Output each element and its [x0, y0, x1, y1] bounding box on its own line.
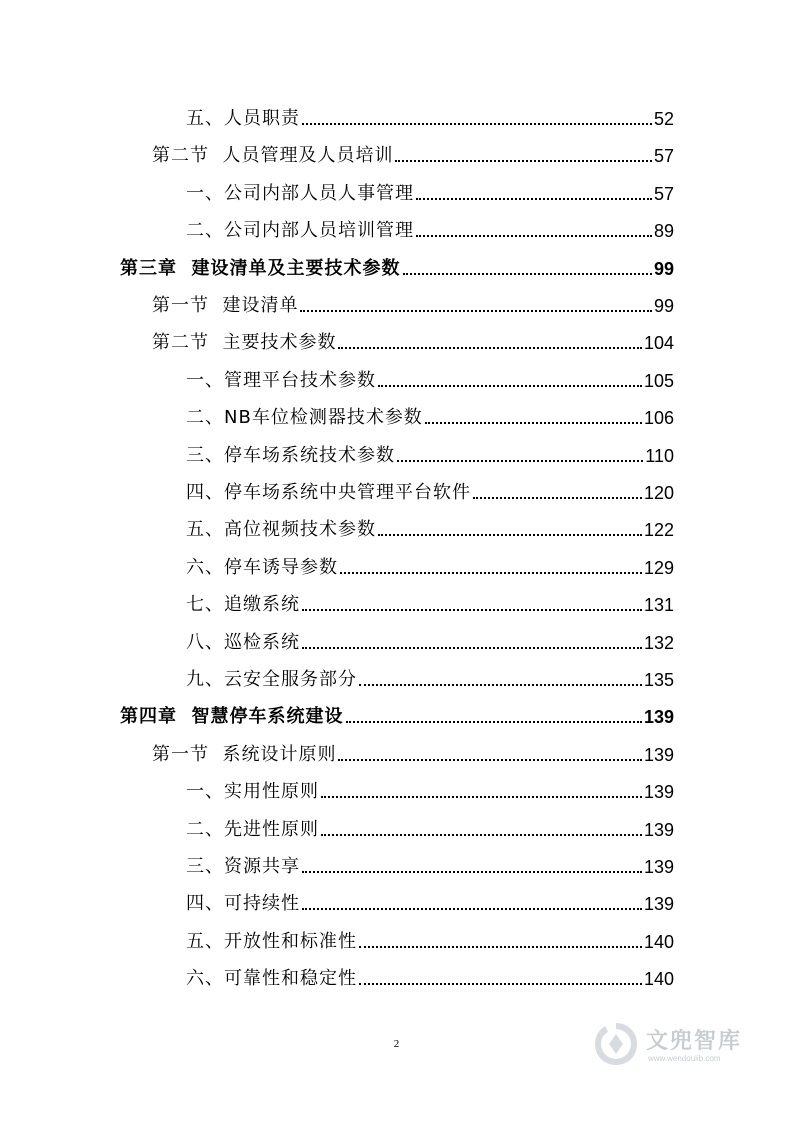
toc-entry[interactable] [186, 923, 674, 953]
toc-entry[interactable] [186, 586, 674, 616]
toc-entry[interactable] [152, 736, 674, 766]
toc-entry-label: 二、先进性原则 [186, 818, 319, 840]
toc-entry[interactable] [186, 212, 674, 242]
toc-entry-label: 一、实用性原则 [186, 781, 319, 803]
page-number: 2 [393, 1038, 400, 1050]
toc-entry-page: 99 [653, 258, 674, 279]
toc-entry-page: 140 [643, 931, 674, 952]
toc-entry-label: 八、巡检系统 [186, 631, 300, 653]
toc-entry[interactable] [186, 100, 674, 130]
toc-entry[interactable] [186, 362, 674, 392]
toc-entry-label: 第一节 系统设计原则 [152, 743, 337, 765]
toc-entry-page: 129 [643, 557, 674, 578]
watermark-title: 文兜智库 [646, 1029, 743, 1054]
toc-entry[interactable] [186, 885, 674, 915]
toc-entry-label: 第三章 建设清单及主要技术参数 [120, 257, 401, 279]
toc-entry-page: 57 [653, 183, 674, 204]
toc-entry-label: 五、高位视频技术参数 [186, 519, 376, 541]
toc-leader-dots [395, 160, 652, 162]
toc-entry[interactable] [186, 661, 674, 691]
toc-leader-dots [403, 273, 652, 275]
toc-entry[interactable] [186, 437, 674, 467]
toc-entry-page: 135 [643, 670, 674, 690]
toc-leader-dots [416, 235, 652, 237]
toc-entry-label: 第一节 建设清单 [152, 295, 299, 316]
toc-leader-dots [321, 796, 642, 798]
toc-entry[interactable] [186, 624, 674, 654]
toc-entry-label: 九、云安全服务部分 [186, 669, 357, 690]
toc-entry-page: 120 [643, 483, 674, 503]
toc-entry-label: 六、可靠性和稳定性 [186, 968, 357, 990]
toc-entry-page: 139 [643, 894, 674, 915]
toc-entry-page: 105 [643, 370, 674, 391]
toc-entry[interactable] [186, 175, 674, 205]
toc-entry-label: 六、停车诱导参数 [186, 556, 338, 578]
toc-leader-dots [302, 609, 642, 611]
toc-entry-page: 139 [643, 857, 674, 877]
toc-leader-dots [425, 422, 642, 424]
toc-leader-dots [473, 497, 642, 499]
toc-entry-label: 第四章 智慧停车系统建设 [120, 706, 344, 728]
toc-entry-label: 一、管理平台技术参数 [186, 369, 376, 391]
toc-leader-dots [302, 871, 642, 873]
watermark-url: www.wendoulib.com [648, 1054, 721, 1063]
toc-entry-page: 139 [643, 819, 674, 840]
toc-entry-label: 第二节 主要技术参数 [152, 332, 337, 354]
toc-entry-label: 五、开放性和标准性 [186, 930, 357, 952]
toc-entry[interactable] [186, 511, 674, 541]
toc-entry-page: 140 [643, 969, 674, 990]
toc-leader-dots [302, 123, 652, 125]
toc-leader-dots [346, 721, 642, 723]
toc-entry-page: 139 [643, 744, 674, 765]
toc-leader-dots [302, 647, 642, 649]
toc-leader-dots [338, 759, 642, 761]
toc-leader-dots [300, 310, 652, 312]
toc-entry[interactable] [186, 474, 674, 504]
toc-entry[interactable] [186, 848, 674, 878]
toc-entry-page: 52 [653, 109, 674, 129]
toc-entry[interactable] [152, 324, 674, 354]
toc-entry-page: 131 [643, 595, 674, 616]
toc-leader-dots [359, 684, 642, 686]
toc-leader-dots [302, 908, 642, 910]
toc-entry-page: 104 [643, 333, 674, 354]
toc-entry[interactable] [152, 287, 674, 317]
toc-entry-label: 四、可持续性 [186, 893, 300, 915]
toc-entry-page: 99 [653, 296, 674, 316]
watermark [592, 1018, 762, 1074]
toc-entry-page: 57 [653, 146, 674, 167]
toc-entry-label: 二、NB车位检测器技术参数 [186, 407, 423, 429]
toc-entry-page: 139 [643, 782, 674, 803]
toc-entry-label: 第二节 人员管理及人员培训 [152, 145, 394, 167]
toc-leader-dots [338, 347, 642, 349]
toc-entry-page: 132 [643, 632, 674, 653]
toc-leader-dots [416, 198, 652, 200]
toc-entry-page: 110 [645, 445, 674, 466]
toc-leader-dots [340, 572, 642, 574]
toc-leader-dots [359, 946, 642, 948]
toc-leader-dots [378, 534, 642, 536]
toc-entry[interactable] [186, 811, 674, 841]
toc-entry[interactable] [186, 549, 674, 579]
toc-entry-label: 四、停车场系统中央管理平台软件 [186, 482, 471, 503]
toc-chapter-entry[interactable] [120, 250, 674, 280]
watermark-logo-icon [592, 1020, 640, 1068]
toc-entry-label: 五、人员职责 [186, 108, 300, 129]
toc-entry-label: 三、资源共享 [186, 856, 300, 877]
toc-leader-dots [359, 983, 642, 985]
toc-entry-label: 二、公司内部人员培训管理 [186, 220, 414, 242]
toc-leader-dots [378, 385, 642, 387]
toc-entry-label: 一、公司内部人员人事管理 [186, 182, 414, 204]
toc-entry-label: 七、追缴系统 [186, 594, 300, 616]
toc-chapter-entry[interactable] [120, 698, 674, 728]
toc-entry-label: 三、停车场系统技术参数 [186, 444, 395, 466]
toc-entry[interactable] [186, 960, 674, 990]
toc-entry-page: 122 [643, 520, 674, 541]
toc-leader-dots [321, 834, 642, 836]
toc-entry-page: 89 [653, 221, 674, 242]
toc-entry-page: 106 [643, 408, 674, 429]
toc-entry[interactable] [186, 399, 674, 429]
toc-entry-page: 139 [643, 707, 674, 728]
toc-leader-dots [397, 460, 643, 462]
toc-entry[interactable] [186, 773, 674, 803]
toc-entry[interactable] [152, 137, 674, 167]
